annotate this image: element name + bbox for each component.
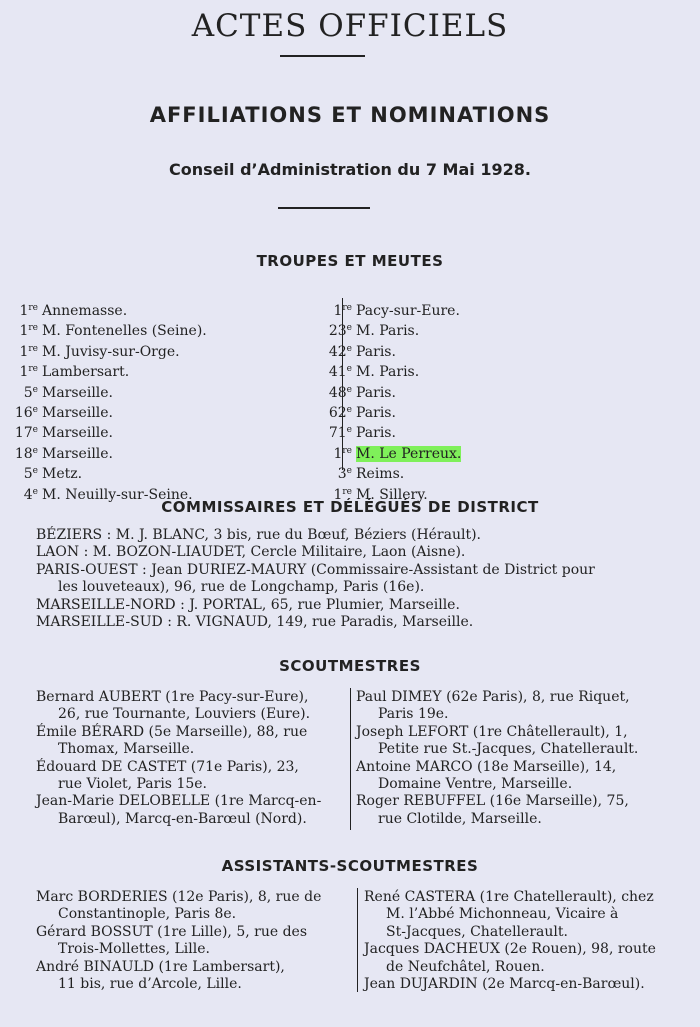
scoutmestre-entry (36, 759, 346, 794)
entry-line: Petite rue St.-Jacques, Chatellerault. (378, 741, 639, 758)
troupe-name: M. Fontenelles (Seine). (42, 323, 207, 340)
entry-line: Barœul), Marcq-en-Barœul (Nord). (58, 810, 307, 827)
scoutmestre-entry (36, 793, 346, 828)
troupe-number (322, 320, 352, 340)
title-divider (280, 55, 365, 57)
district-line: BÉZIERS : M. J. BLANC, 3 bis, rue du Bœuf, Béziers (Hérault). (36, 527, 482, 543)
troupe-number-suffix: e (346, 323, 352, 334)
troupe-item (322, 300, 461, 320)
troupe-number-suffix: e (32, 486, 38, 497)
troupe-number-digit: 1 (333, 303, 343, 319)
troupe-number-suffix: e (32, 445, 38, 456)
troupes-heading: TROUPES ET MEUTES (256, 252, 444, 270)
troupe-number-digit: 1 (19, 343, 29, 360)
troupe-number-digit: 1 (333, 486, 343, 503)
troupe-item (322, 341, 461, 361)
troupe-item (8, 422, 207, 442)
troupe-name: Paris. (356, 425, 396, 442)
assistant-entry (364, 889, 684, 941)
troupe-number-suffix: e (32, 405, 38, 416)
entry-line: René CASTERA (1re Chatellerault), chez (364, 889, 654, 905)
entry-line: Gérard BOSSUT (1re Lille), 5, rue des (36, 923, 308, 940)
district-line: les louveteaux), 96, rue de Longchamp, Paris (16e). (58, 579, 425, 596)
troupe-name: Paris. (356, 343, 396, 360)
troupe-number-suffix: re (28, 343, 38, 354)
troupe-item (8, 463, 207, 483)
district-line: PARIS-OUEST : Jean DURIEZ-MAURY (Commissaire-Assistant de District pour (36, 561, 595, 578)
troupe-number (322, 341, 352, 361)
entry-line: Paul DIMEY (62e Paris), 8, rue Riquet, (356, 689, 630, 705)
district-line: LAON : M. BOZON-LIAUDET, Cercle Militaire, Laon (Aisne). (36, 544, 466, 561)
troupe-number-digit: 1 (19, 303, 29, 319)
troupe-number-suffix: e (346, 405, 352, 416)
troupe-item (322, 463, 461, 483)
troupe-number (8, 422, 38, 442)
scoutmestre-entry (356, 724, 676, 759)
troupe-name: Reims. (356, 466, 405, 483)
scoutmestre-entry (36, 689, 346, 724)
troupe-number-suffix: re (342, 303, 352, 313)
troupe-name: Paris. (356, 405, 396, 422)
troupe-item (322, 443, 461, 463)
troupe-number-suffix: e (346, 384, 352, 395)
troupe-number-suffix: e (32, 384, 38, 395)
troupe-name: M. Paris. (356, 323, 420, 340)
entry-line: Édouard DE CASTET (71e Paris), 23, (36, 758, 299, 775)
assistant-entry (36, 924, 356, 959)
troupe-name: Marseille. (42, 445, 114, 462)
scoutmestre-entry (356, 793, 676, 828)
entry-line: 26, rue Tournante, Louviers (Eure). (58, 706, 311, 723)
entry-line: Constantinople, Paris 8e. (58, 906, 237, 923)
entry-line: 11 bis, rue d’Arcole, Lille. (58, 976, 242, 993)
troupe-name: Pacy-sur-Eure. (356, 303, 460, 319)
troupe-name: Metz. (42, 466, 83, 483)
assistant-entry (36, 889, 356, 924)
assistants-heading: ASSISTANTS-SCOUTMESTRES (221, 857, 479, 875)
scoutmestre-entry (36, 724, 346, 759)
troupe-number (322, 300, 352, 320)
troupe-number-suffix: re (342, 445, 352, 456)
assistant-entry (364, 941, 684, 976)
entry-line: Thomax, Marseille. (58, 741, 195, 758)
troupe-number-suffix: re (28, 364, 38, 375)
assistant-entry (364, 976, 684, 993)
troupe-number-suffix: e (32, 425, 38, 436)
troupe-item (8, 341, 207, 361)
troupe-number-digit: 5 (23, 466, 33, 483)
troupe-item (8, 320, 207, 340)
entry-line: Marc BORDERIES (12e Paris), 8, rue de (36, 889, 322, 905)
assistants-left-column (36, 889, 356, 993)
troupe-name: Marseille. (42, 425, 114, 442)
troupe-number-suffix: e (346, 343, 352, 354)
entry-line: de Neufchâtel, Rouen. (386, 958, 545, 975)
troupe-number (8, 300, 38, 320)
entry-line: St-Jacques, Chatellerault. (386, 923, 568, 940)
entry-line: rue Clotilde, Marseille. (378, 810, 542, 827)
column-divider (357, 888, 358, 992)
troupe-item (8, 382, 207, 402)
scoutmestre-entry (356, 759, 676, 794)
troupe-number-suffix: re (28, 323, 38, 334)
troupe-number (322, 463, 352, 483)
troupe-number (322, 443, 352, 463)
troupe-number (8, 402, 38, 422)
troupe-number-digit: 1 (333, 445, 343, 462)
troupe-number-digit: 4 (23, 486, 33, 503)
troupe-number (8, 320, 38, 340)
assistant-entry (36, 959, 356, 994)
troupe-number-digit: 16 (14, 405, 33, 422)
troupe-number-suffix: e (346, 364, 352, 375)
troupe-item (8, 402, 207, 422)
commissaires-heading: COMMISSAIRES ET DÉLÉGUÉS DE DISTRICT (161, 498, 539, 516)
entry-line: Jean DUJARDIN (2e Marcq-en-Barœul). (364, 976, 645, 993)
section-subtitle: AFFILIATIONS ET NOMINATIONS (149, 103, 551, 127)
troupe-number-digit: 62 (328, 405, 347, 422)
troupe-name: M. Neuilly-sur-Seine. (42, 486, 193, 503)
troupes-right-column (322, 300, 461, 504)
scoutmestres-right-column (356, 689, 676, 828)
entry-line: Bernard AUBERT (1re Pacy-sur-Eure), (36, 689, 309, 705)
council-date: Conseil d’Administration du 7 Mai 1928. (169, 160, 531, 179)
scoutmestre-entry (356, 689, 676, 724)
entry-line: Trois-Mollettes, Lille. (58, 941, 210, 958)
troupe-item (8, 443, 207, 463)
troupe-number (8, 443, 38, 463)
troupe-name: M. Paris. (356, 364, 420, 381)
column-divider (350, 688, 351, 830)
scoutmestres-heading: SCOUTMESTRES (279, 657, 421, 675)
assistants-right-column (364, 889, 684, 993)
troupe-number (8, 463, 38, 483)
troupe-number-suffix: e (346, 466, 352, 477)
entry-line: Domaine Ventre, Marseille. (378, 776, 573, 793)
troupe-number-suffix: e (32, 466, 38, 477)
entry-line: Jacques DACHEUX (2e Rouen), 98, route (364, 941, 656, 958)
troupe-name: M. Juvisy-sur-Orge. (42, 343, 180, 360)
troupe-number-suffix: re (342, 486, 352, 497)
troupes-left-column (8, 300, 207, 504)
troupe-number-suffix: re (28, 303, 38, 313)
troupe-number-digit: 5 (23, 384, 33, 401)
entry-line: Jean-Marie DELOBELLE (1re Marcq-en- (36, 793, 322, 810)
troupe-number-digit: 71 (328, 425, 347, 442)
page-title: ACTES OFFICIELS (191, 8, 509, 44)
troupe-name: Marseille. (42, 405, 114, 422)
troupe-name: M. Sillery. (356, 486, 428, 503)
entry-line: Joseph LEFORT (1re Châtellerault), 1, (356, 723, 628, 740)
troupe-name: Annemasse. (42, 303, 128, 319)
troupe-number-digit: 1 (19, 323, 29, 340)
troupe-number (322, 382, 352, 402)
troupe-name: Lambersart. (42, 364, 130, 381)
troupe-name: Paris. (356, 384, 396, 401)
district-line: MARSEILLE-SUD : R. VIGNAUD, 149, rue Paradis, Marseille. (36, 614, 474, 631)
entry-line: André BINAULD (1re Lambersart), (36, 958, 285, 975)
troupe-number (8, 361, 38, 381)
commissaires-list (36, 527, 676, 631)
troupe-number (322, 422, 352, 442)
troupe-number-suffix: e (346, 425, 352, 436)
troupe-number-digit: 41 (328, 364, 347, 381)
council-divider (278, 207, 370, 209)
troupe-item (8, 361, 207, 381)
troupe-item (322, 422, 461, 442)
troupe-item (322, 382, 461, 402)
troupe-number-digit: 23 (328, 323, 347, 340)
troupe-item (322, 361, 461, 381)
troupe-item (322, 320, 461, 340)
entry-line: Roger REBUFFEL (16e Marseille), 75, (356, 793, 629, 810)
troupe-name: Marseille. (42, 384, 114, 401)
scoutmestres-left-column (36, 689, 346, 828)
entry-line: Antoine MARCO (18e Marseille), 14, (356, 758, 617, 775)
troupe-number (322, 402, 352, 422)
troupe-number-digit: 18 (14, 445, 33, 462)
entry-line: Paris 19e. (378, 706, 449, 723)
troupe-number-digit: 42 (328, 343, 347, 360)
district-line: MARSEILLE-NORD : J. PORTAL, 65, rue Plumier, Marseille. (36, 596, 460, 613)
troupe-number-digit: 3 (337, 466, 347, 483)
entry-line: Émile BÉRARD (5e Marseille), 88, rue (36, 723, 308, 740)
troupe-number (8, 382, 38, 402)
troupe-item (322, 402, 461, 422)
entry-line: M. l’Abbé Michonneau, Vicaire à (386, 906, 619, 923)
entry-line: rue Violet, Paris 15e. (58, 776, 207, 793)
troupe-number (322, 361, 352, 381)
troupe-number-digit: 1 (19, 364, 29, 381)
troupe-number-digit: 48 (328, 384, 347, 401)
troupe-name: M. Le Perreux. (356, 445, 462, 462)
troupe-number-digit: 17 (14, 425, 33, 442)
troupe-number (8, 341, 38, 361)
troupe-item (8, 300, 207, 320)
